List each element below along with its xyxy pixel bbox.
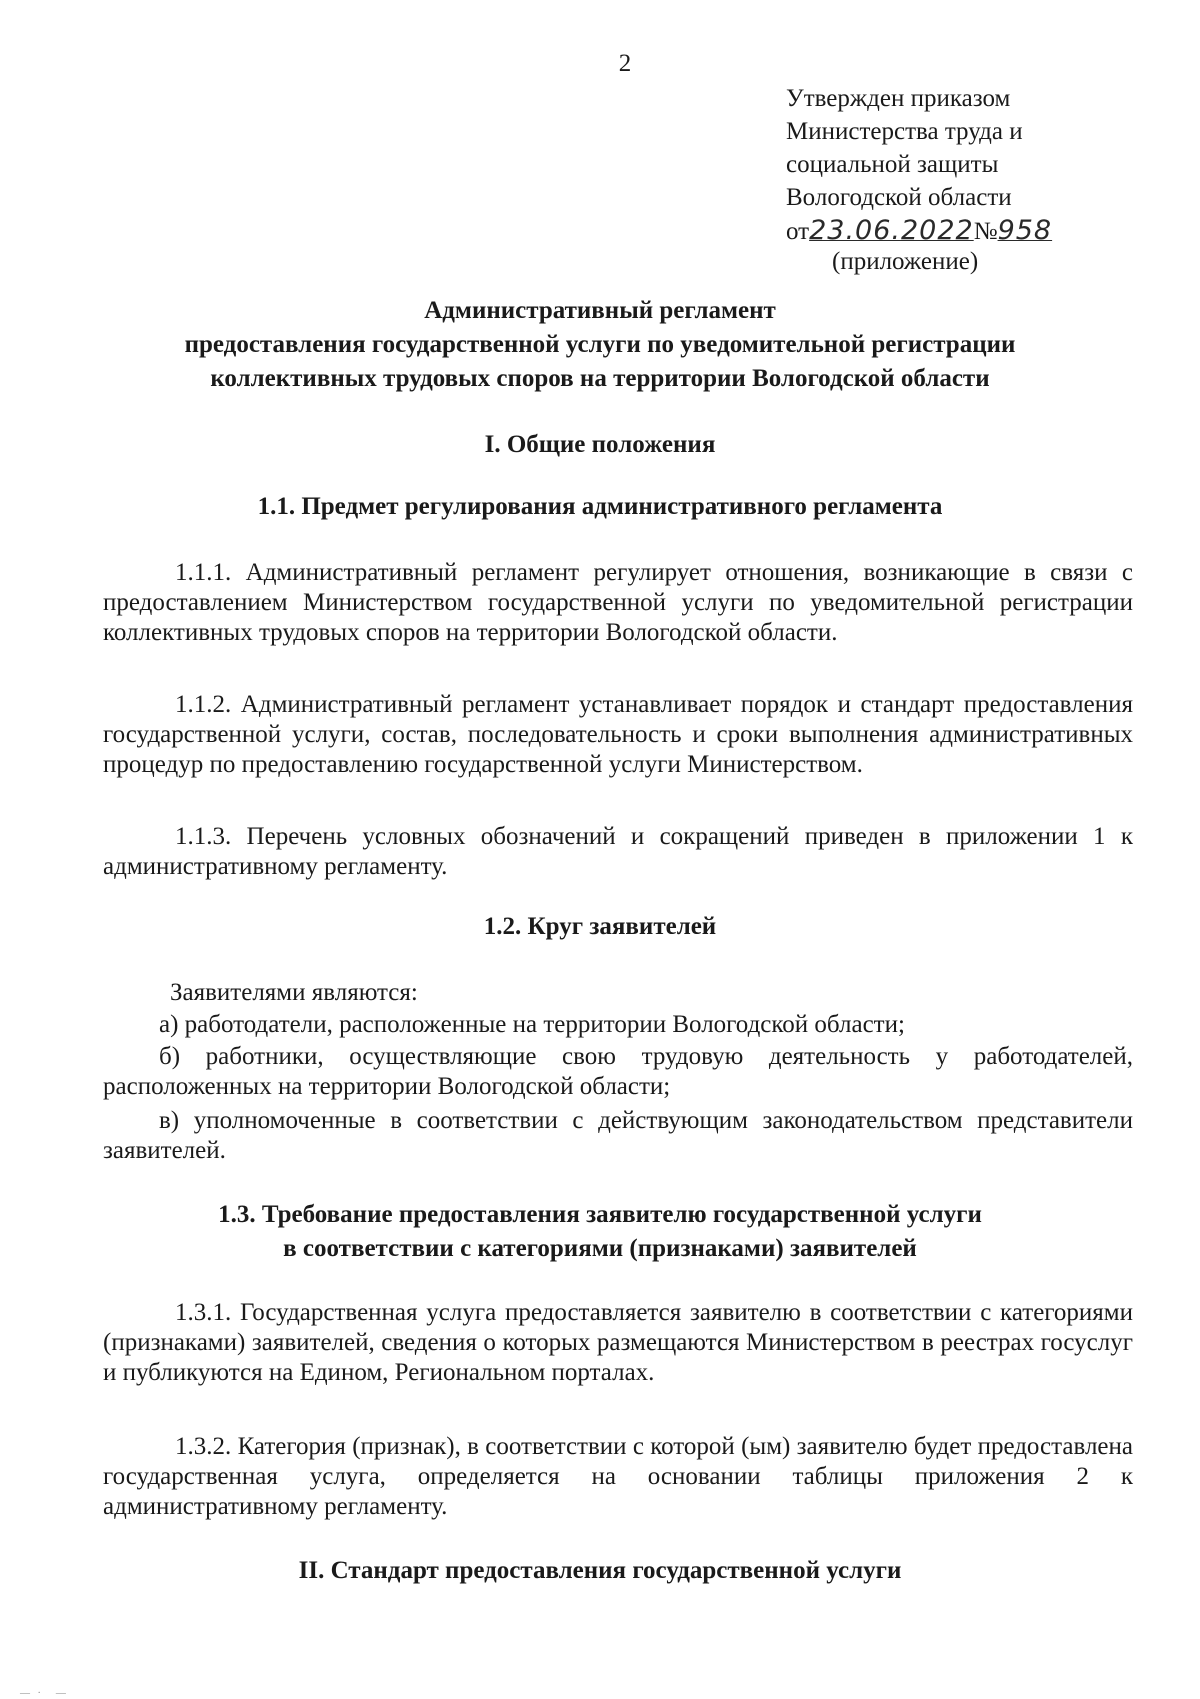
paragraph-1-3-2 [103,1432,1133,1522]
approval-line-3: социальной защиты [786,151,999,178]
applicant-b [103,1042,1133,1102]
scan-footer-marks: — · — [20,1688,66,1699]
approval-line-2: Министерства труда и [786,118,1023,145]
applicant-b-text: б) работники, осуществляющие свою трудовую деятельность у работодателей, расположенных на территории Вологодской области; [103,1043,1133,1100]
paragraph-1-1-3-text: 1.1.3. Перечень условных обозначений и сокращений приведен в приложении 1 к административному регламенту. [103,823,1133,880]
paragraph-1-1-2 [103,690,1133,780]
applicants-intro: Заявителями являются: [170,979,418,1006]
paragraph-1-1-3 [103,822,1133,882]
title-line-1: Административный регламент [424,297,776,324]
from-label: от [786,218,810,245]
applicant-a-text: а) работодатели, расположенные на территории Вологодской области; [159,1011,905,1038]
paragraph-1-3-1-text: 1.3.1. Государственная услуга предоставляется заявителю в соответствии с категориями (признаками) заявителей, сведения о которых размещаются Министерством в реестрах госуслуг и публикуются на Едином, Региональном порталах. [103,1299,1133,1386]
applicant-c [103,1106,1133,1166]
approval-line-4: Вологодской области [786,184,1012,211]
approval-line-1: Утвержден приказом [786,85,1011,112]
approval-note: (приложение) [832,248,979,275]
section-1-heading: I. Общие положения [484,431,716,458]
handwritten-number: 958 [997,215,1053,246]
applicant-a [103,1010,1133,1040]
applicant-c-text: в) уполномоченные в соответствии с действующим законодательством представители заявителей. [103,1107,1133,1164]
approval-date-line [786,214,1052,248]
subsection-1-2-heading: 1.2. Круг заявителей [483,913,717,940]
approval-stamp-block [786,82,1052,248]
paragraph-1-3-2-text: 1.3.2. Категория (признак), в соответствии с которой (ым) заявителю будет предоставлена государственная услуга, определяется на основании таблицы приложения 2 к административному регламенту. [103,1433,1133,1520]
title-line-3: коллективных трудовых споров на территории Вологодской области [210,365,990,392]
subsection-1-3-heading-line-2: в соответствии с категориями (признаками) заявителей [283,1235,917,1262]
subsection-1-1-heading: 1.1. Предмет регулирования административного регламента [257,493,943,520]
title-line-2: предоставления государственной услуги по уведомительной регистрации [184,331,1016,358]
paragraph-1-1-2-text: 1.1.2. Административный регламент устанавливает порядок и стандарт предоставления государственной услуги, состав, последовательность и сроки выполнения административных процедур по предоставлению государственной услуги Министерством. [103,691,1133,778]
paragraph-1-1-1-text: 1.1.1. Административный регламент регулирует отношения, возникающие в связи с предоставлением Министерством государственной услуги по уведомительной регистрации коллективных трудовых споров на территории Вологодской области. [103,559,1133,646]
subsection-1-3-heading-line-1: 1.3. Требование предоставления заявителю государственной услуги [218,1201,982,1228]
paragraph-1-1-1 [103,558,1133,648]
paragraph-1-3-1 [103,1298,1133,1388]
page-number: 2 [618,50,632,77]
number-label: № [973,218,998,245]
section-2-heading: II. Стандарт предоставления государственной услуги [298,1557,902,1584]
handwritten-date: 23.06.2022 [809,215,974,246]
